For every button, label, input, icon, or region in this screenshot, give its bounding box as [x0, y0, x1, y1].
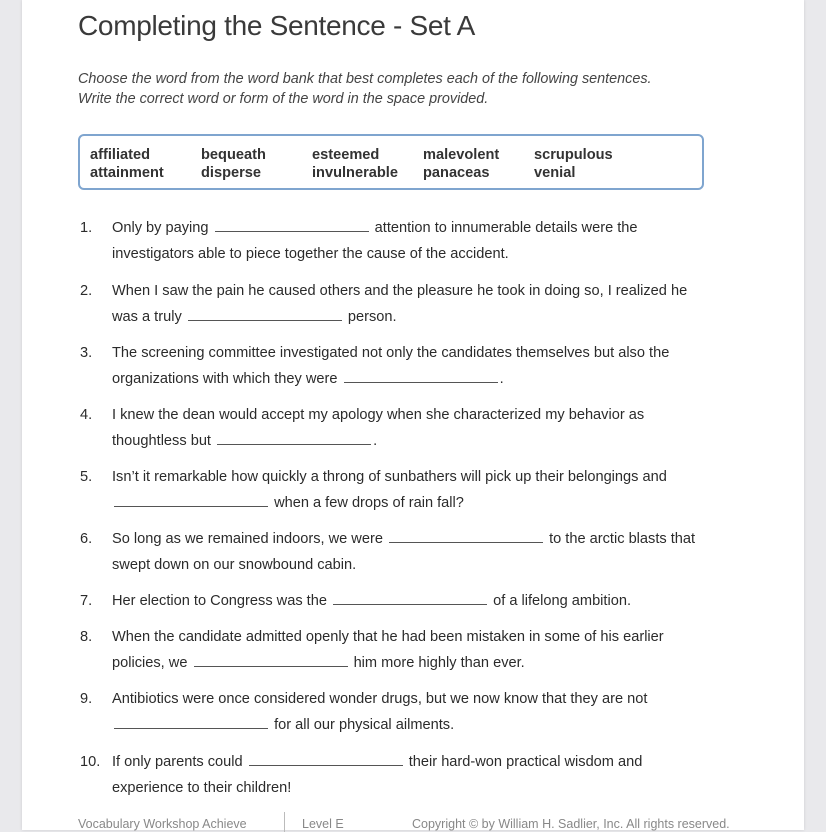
- question-number: 5.: [80, 469, 93, 485]
- word-bank-word: disperse: [201, 165, 262, 181]
- answer-blank[interactable]: [114, 716, 268, 729]
- word-bank-word: malevolent: [423, 147, 500, 163]
- answer-blank[interactable]: [344, 370, 498, 383]
- word-bank-word: esteemed: [312, 147, 380, 163]
- word-bank-word: venial: [534, 165, 576, 181]
- question-text: Isn’t it remarkable how quickly a throng of sunbathers will pick up their belongings and when a few drops of rain fall?: [112, 469, 667, 511]
- question-text: Only by paying attention to innumerable details were the investigators able to piece together the cause of the accident.: [112, 220, 638, 262]
- word-bank: [78, 134, 704, 190]
- worksheet-page: [22, 0, 804, 830]
- question-number: 6.: [80, 531, 93, 547]
- answer-blank[interactable]: [114, 494, 268, 507]
- answer-blank[interactable]: [389, 530, 543, 543]
- word-bank-word: panaceas: [423, 165, 490, 181]
- question-text: The screening committee investigated not only the candidates themselves but also the organizations with which they were .: [112, 345, 670, 387]
- question-number: 8.: [80, 629, 93, 645]
- answer-blank[interactable]: [215, 219, 369, 232]
- word-bank-word: scrupulous: [534, 147, 613, 163]
- question-text: Her election to Congress was the of a lifelong ambition.: [112, 593, 632, 609]
- word-bank-word: bequeath: [201, 147, 266, 163]
- question-text: When I saw the pain he caused others and the pleasure he took in doing so, I realized he was a truly person.: [112, 283, 688, 325]
- question-number: 4.: [80, 407, 93, 423]
- question-text: So long as we remained indoors, we were to the arctic blasts that swept down on our snowbound cabin.: [112, 531, 696, 573]
- question-number: 1.: [80, 220, 93, 236]
- question-text: Antibiotics were once considered wonder drugs, but we now know that they are not for all our physical ailments.: [112, 691, 648, 733]
- question-text: If only parents could their hard-won practical wisdom and experience to their children!: [112, 754, 643, 796]
- question-text: When the candidate admitted openly that he had been mistaken in some of his earlier policies, we him more highly than ever.: [112, 629, 664, 671]
- instructions-line-2: Write the correct word or form of the word in the space provided.: [78, 91, 489, 107]
- question-number: 10.: [80, 754, 101, 770]
- answer-blank[interactable]: [188, 308, 342, 321]
- instructions: [78, 69, 718, 109]
- answer-blank[interactable]: [249, 753, 403, 766]
- question-text: I knew the dean would accept my apology when she characterized my behavior as thoughtless but .: [112, 407, 645, 449]
- footer-book-title: Vocabulary Workshop Achieve: [78, 817, 247, 831]
- footer-copyright: Copyright © by William H. Sadlier, Inc. All rights reserved.: [412, 817, 730, 831]
- word-bank-word: attainment: [90, 165, 164, 181]
- footer-level: Level E: [302, 817, 344, 831]
- answer-blank[interactable]: [217, 432, 371, 445]
- question-number: 3.: [80, 345, 93, 361]
- word-bank-word: affiliated: [90, 147, 151, 163]
- answer-blank[interactable]: [333, 592, 487, 605]
- question-number: 9.: [80, 691, 93, 707]
- question-number: 7.: [80, 593, 93, 609]
- instructions-line-1: Choose the word from the word bank that best completes each of the following sentences.: [78, 71, 652, 87]
- footer-divider: [284, 812, 285, 832]
- word-bank-word: invulnerable: [312, 165, 398, 181]
- page-title: Completing the Sentence - Set A: [78, 10, 475, 41]
- question-number: 2.: [80, 283, 93, 299]
- answer-blank[interactable]: [194, 654, 348, 667]
